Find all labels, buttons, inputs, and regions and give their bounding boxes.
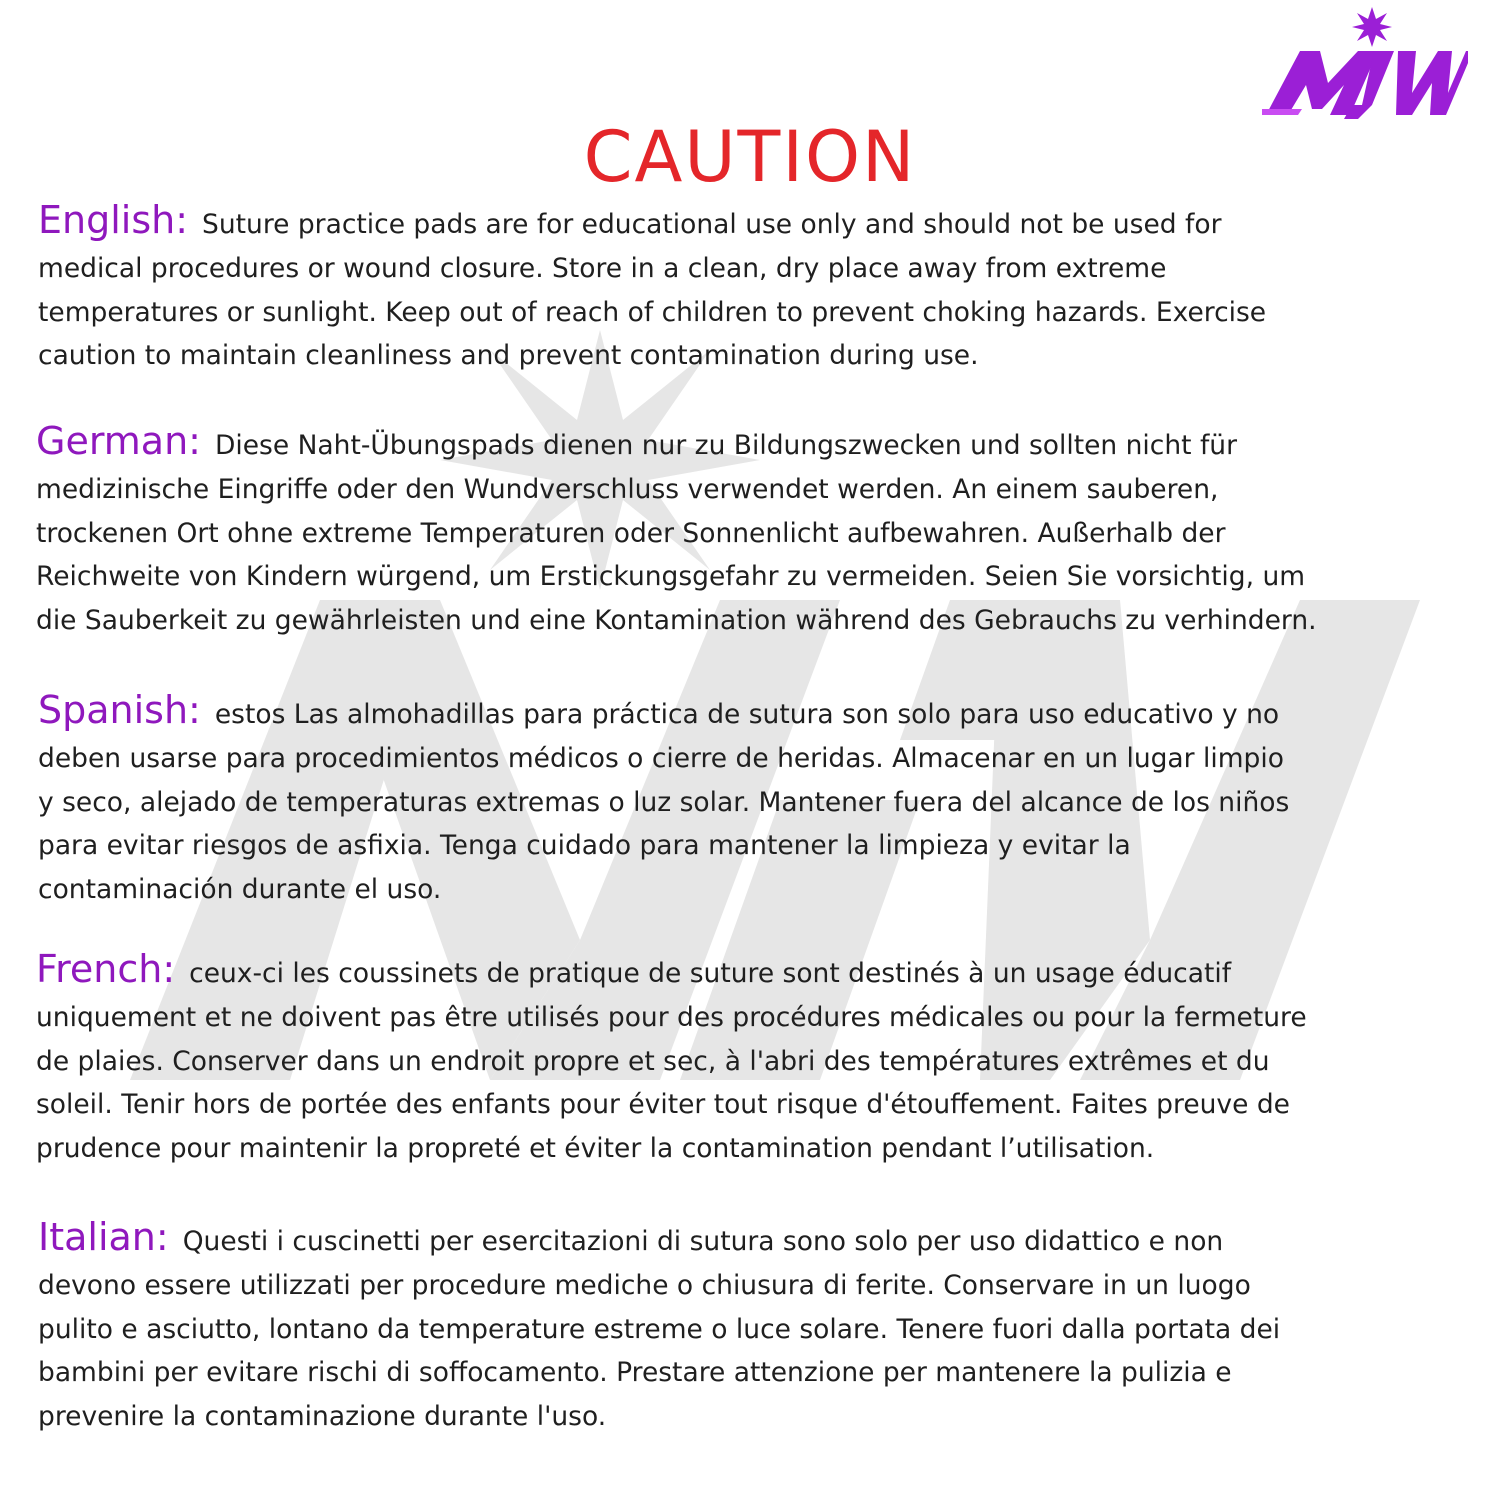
caution-text-line: caution to maintain cleanliness and prevent contamination during use. — [38, 340, 979, 372]
caution-text-line: prudence pour maintenir la propreté et éviter la contamination pendant l’utilisation. — [36, 1133, 1155, 1165]
mjw-logo — [1262, 5, 1468, 123]
caution-text-line: Questi i cuscinetti per esercitazioni di sutura sono solo per uso didattico e non — [182, 1226, 1224, 1257]
caution-text-line: medizinische Eingriffe oder den Wundverschluss verwendet werden. An einem sauberen, — [36, 473, 1219, 505]
caution-text-line: prevenire la contaminazione durante l'uso. — [38, 1401, 607, 1433]
caution-text-line: Diese Naht-Übungspads dienen nur zu Bildungszwecken und sollten nicht für — [214, 430, 1237, 461]
caution-text-line: ceux-ci les coussinets de pratique de suture sont destinés à un usage éducatif — [189, 958, 1232, 989]
language-label-german: German: — [36, 419, 201, 463]
caution-section-english — [38, 199, 1266, 378]
caution-text-line: deben usarse para procedimientos médicos o cierre de heridas. Almacenar en un lugar limpio — [38, 742, 1284, 774]
caution-text-line: bambini per evitare rischi di soffocamento. Prestare attenzione per mantenere la pulizia e — [38, 1357, 1232, 1389]
caution-text-line: para evitar riesgos de asfixia. Tenga cuidado para mantener la limpieza y evitar la — [38, 830, 1131, 862]
logo-star-icon — [1352, 7, 1392, 47]
caution-text-line: die Sauberkeit zu gewährleisten und eine Kontamination während des Gebrauchs zu verhindern. — [36, 605, 1317, 637]
caution-heading: CAUTION — [583, 116, 917, 198]
caution-text-line: contaminación durante el uso. — [38, 874, 442, 906]
caution-text-line: uniquement et ne doivent pas être utilisés pour des procédures médicales ou pour la fermeture — [36, 1001, 1307, 1033]
caution-text-line: Suture practice pads are for educational use only and should not be used for — [202, 209, 1222, 240]
caution-text-line: pulito e asciutto, lontano da temperature estreme o luce solare. Tenere fuori dalla portata dei — [38, 1313, 1281, 1345]
language-label-english: English: — [38, 198, 189, 242]
caution-section-german — [36, 420, 1317, 643]
caution-text-line: trockenen Ort ohne extreme Temperaturen oder Sonnenlicht aufbewahren. Außerhalb der — [36, 517, 1226, 549]
caution-text-line: medical procedures or wound closure. Store in a clean, dry place away from extreme — [38, 252, 1167, 284]
caution-text-line: estos Las almohadillas para práctica de sutura son solo para uso educativo y no — [214, 699, 1280, 730]
caution-text-line: Reichweite von Kindern würgend, um Erstickungsgefahr zu vermeiden. Seien Sie vorsichtig, um — [36, 561, 1306, 593]
caution-text-line: temperatures or sunlight. Keep out of reach of children to prevent choking hazards. Exercise — [38, 296, 1267, 328]
caution-section-french — [36, 948, 1307, 1171]
caution-section-spanish — [38, 689, 1289, 912]
language-label-french: French: — [36, 947, 176, 991]
language-label-italian: Italian: — [38, 1215, 169, 1259]
caution-text-line: devono essere utilizzati per procedure mediche o chiusura di ferite. Conservare in un luogo — [38, 1269, 1251, 1301]
caution-text-line: soleil. Tenir hors de portée des enfants pour éviter tout risque d'étouffement. Faites preuve de — [36, 1089, 1290, 1121]
caution-section-italian — [38, 1216, 1280, 1439]
language-label-spanish: Spanish: — [38, 688, 201, 732]
caution-text-line: y seco, alejado de temperaturas extremas o luz solar. Mantener fuera del alcance de los niños — [38, 786, 1290, 818]
caution-text-line: de plaies. Conserver dans un endroit propre et sec, à l'abri des températures extrêmes et du — [36, 1045, 1270, 1077]
